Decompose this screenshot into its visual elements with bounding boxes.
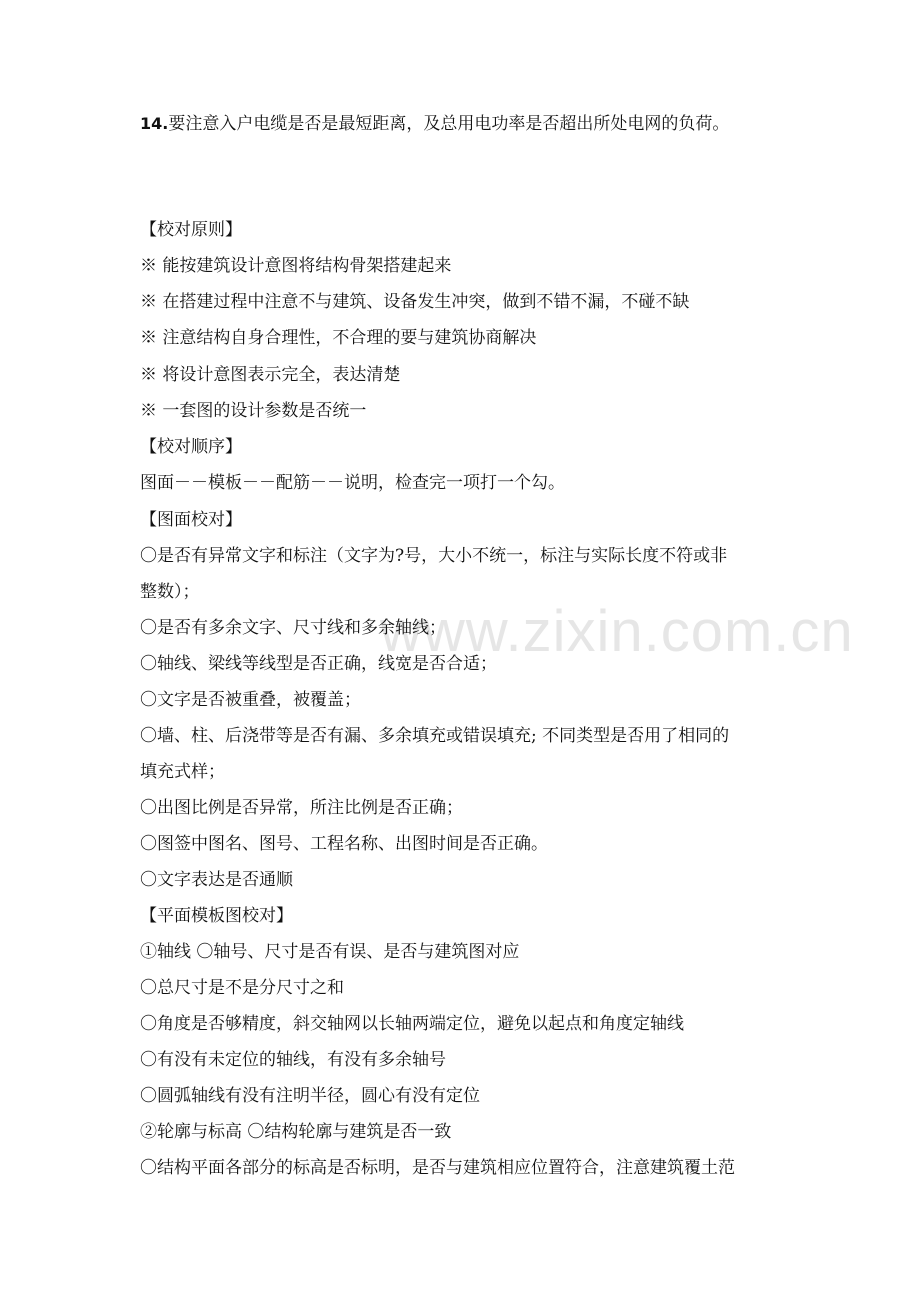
heading-plan-template-check: 【平面模板图校对】 bbox=[140, 906, 293, 926]
principle-1: ※ 能按建筑设计意图将结构骨架搭建起来 bbox=[140, 256, 452, 276]
principle-5: ※ 一套图的设计参数是否统一 bbox=[140, 401, 367, 421]
drawing-check-6: 〇出图比例是否异常，所注比例是否正确； bbox=[140, 798, 463, 818]
drawing-check-4: 〇文字是否被重叠，被覆盖； bbox=[140, 690, 361, 710]
drawing-check-3: 〇轴线、梁线等线型是否正确，线宽是否合适； bbox=[140, 654, 497, 674]
plan-outline-2: 〇结构平面各部分的标高是否标明，是否与建筑相应位置符合，注意建筑覆土范 bbox=[140, 1158, 735, 1178]
drawing-check-8: 〇文字表达是否通顺 bbox=[140, 870, 293, 890]
heading-proofread-principles: 【校对原则】 bbox=[140, 220, 242, 240]
item-14 bbox=[140, 114, 790, 134]
plan-axis-3: 〇角度是否够精度，斜交轴网以长轴两端定位，避免以起点和角度定轴线 bbox=[140, 1014, 684, 1034]
item-14-number: 14. bbox=[140, 114, 169, 133]
plan-outline-1: ②轮廓与标高 〇结构轮廓与建筑是否一致 bbox=[140, 1122, 452, 1142]
principle-4: ※ 将设计意图表示完全，表达清楚 bbox=[140, 365, 401, 385]
order-text: 图面－－模板－－配筋－－说明，检查完一项打一个勾。 bbox=[140, 473, 565, 493]
watermark: www.zixin.com.cn bbox=[380, 599, 854, 664]
principle-2: ※ 在搭建过程中注意不与建筑、设备发生冲突，做到不错不漏，不碰不缺 bbox=[140, 292, 690, 312]
drawing-check-7: 〇图签中图名、图号、工程名称、出图时间是否正确。 bbox=[140, 834, 548, 854]
drawing-check-5b: 填充式样； bbox=[140, 762, 225, 782]
plan-axis-2: 〇总尺寸是不是分尺寸之和 bbox=[140, 978, 344, 998]
item-14-text: 要注意入户电缆是否是最短距离，及总用电功率是否超出所处电网的负荷。 bbox=[168, 114, 730, 134]
drawing-check-1b: 整数）； bbox=[140, 582, 200, 602]
heading-drawing-check: 【图面校对】 bbox=[140, 510, 242, 530]
drawing-check-2: 〇是否有多余文字、尺寸线和多余轴线； bbox=[140, 618, 446, 638]
drawing-check-5a: 〇墙、柱、后浇带等是否有漏、多余填充或错误填充; 不同类型是否用了相同的 bbox=[140, 726, 730, 746]
plan-axis-4: 〇有没有未定位的轴线，有没有多余轴号 bbox=[140, 1050, 446, 1070]
heading-proofread-order: 【校对顺序】 bbox=[140, 437, 242, 457]
drawing-check-1a: 〇是否有异常文字和标注（文字为?号，大小不统一，标注与实际长度不符或非 bbox=[140, 546, 728, 566]
plan-axis-5: 〇圆弧轴线有没有注明半径，圆心有没有定位 bbox=[140, 1086, 480, 1106]
principle-3: ※ 注意结构自身合理性，不合理的要与建筑协商解决 bbox=[140, 328, 537, 348]
plan-axis-1: ①轴线 〇轴号、尺寸是否有误、是否与建筑图对应 bbox=[140, 942, 520, 962]
